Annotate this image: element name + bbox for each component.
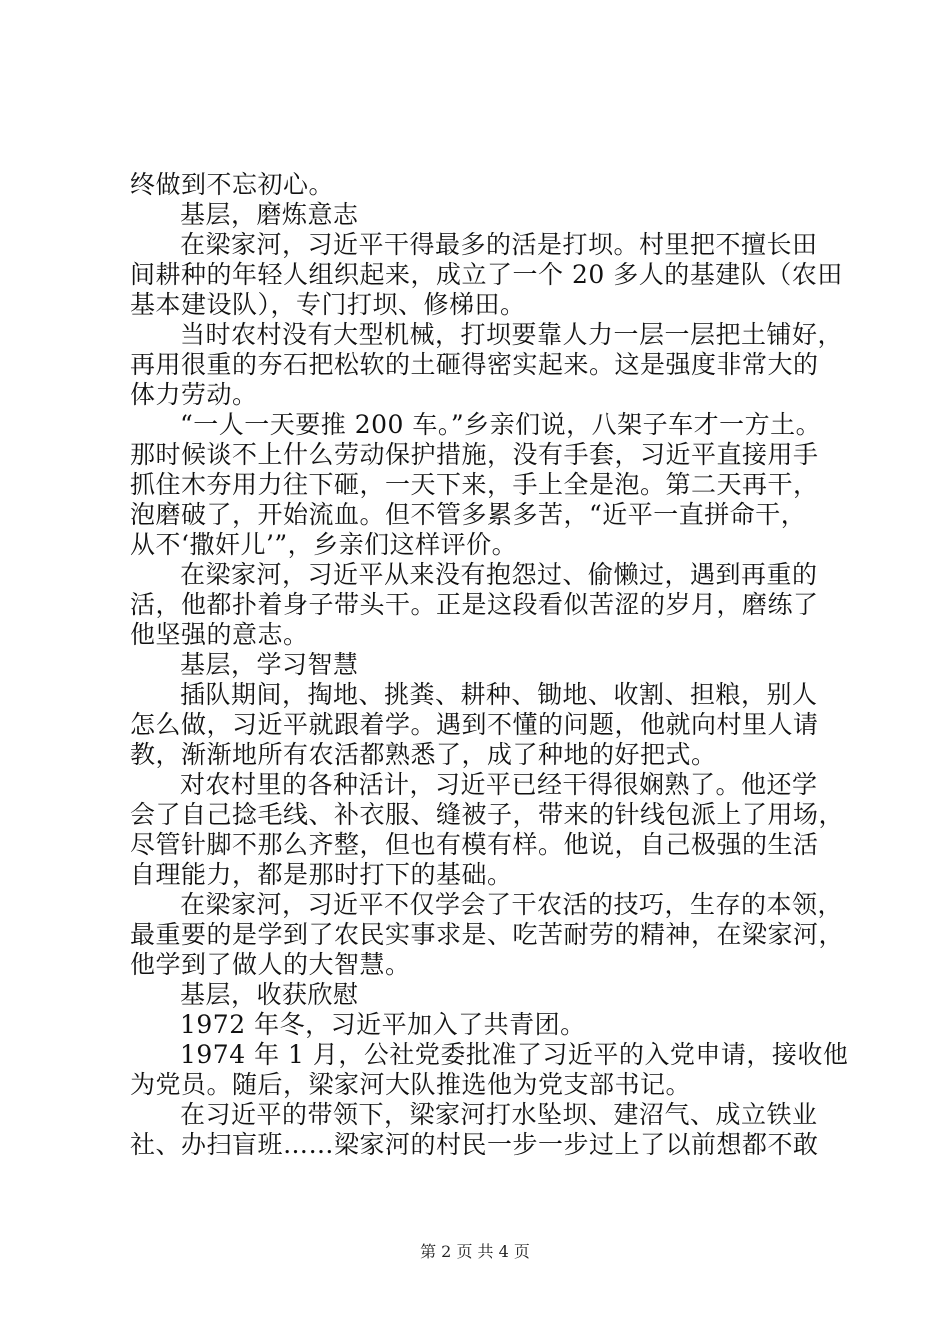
text-line: 1974 年 1 月，公社党委批准了习近平的入党申请，接收他 [180,1040,849,1069]
text-line: 在梁家河，习近平不仅学会了干农活的技巧，生存的本领， [180,890,844,919]
text-line: 从不‘撒奸儿’”，乡亲们这样评价。 [130,530,518,559]
text-line: 最重要的是学到了农民实事求是、吃苦耐劳的精神，在梁家河， [130,920,845,949]
text-line: 抓住木夯用力往下砸，一天下来，手上全是泡。第二天再干， [130,470,819,499]
document-body [130,170,849,1160]
text-line: 自理能力，都是那时打下的基础。 [130,860,513,889]
text-line: 当时农村没有大型机械，打坝要靠人力一层一层把土铺好， [180,320,844,349]
text-line: 终做到不忘初心。 [130,170,335,199]
text-line: 在梁家河，习近平从来没有抱怨过、偷懒过，遇到再重的 [180,560,818,589]
text-line: 基层，磨炼意志 [180,200,359,229]
text-line: 为党员。随后，梁家河大队推选他为党支部书记。 [130,1070,692,1099]
text-line: 他坚强的意志。 [130,620,309,649]
text-line: 泡磨破了，开始流血。但不管多累多苦，“近平一直拼命干， [130,500,807,529]
text-line: 在习近平的带领下，梁家河打水坠坝、建沼气、成立铁业 [180,1100,818,1129]
text-line: 体力劳动。 [130,380,258,409]
page-footer: 第 2 页 共 4 页 [420,1242,530,1261]
text-line: 1972 年冬，习近平加入了共青团。 [180,1010,586,1039]
text-line: 活，他都扑着身子带头干。正是这段看似苦涩的岁月，磨练了 [130,590,819,619]
text-line: 教，渐渐地所有农活都熟悉了，成了种地的好把式。 [130,740,717,769]
text-line: 对农村里的各种活计，习近平已经干得很娴熟了。他还学 [180,770,818,799]
text-line: 那时候谈不上什么劳动保护措施，没有手套，习近平直接用手 [130,440,819,469]
text-line: 怎么做，习近平就跟着学。遇到不懂的问题，他就向村里人请 [130,710,819,739]
text-line: 他学到了做人的大智慧。 [130,950,411,979]
text-line: 基层，学习智慧 [180,650,359,679]
text-line: 再用很重的夯石把松软的土砸得密实起来。这是强度非常大的 [130,350,819,379]
text-line: 在梁家河，习近平干得最多的活是打坝。村里把不擅长田 [180,230,818,259]
text-line: 社、办扫盲班……梁家河的村民一步一步过上了以前想都不敢 [130,1130,819,1159]
text-line: 会了自己捻毛线、补衣服、缝被子，带来的针线包派上了用场， [130,800,845,829]
text-line: 基层，收获欣慰 [180,980,359,1009]
text-line: 插队期间，掏地、挑粪、耕种、锄地、收割、担粮，别人 [180,680,818,709]
text-line: 间耕种的年轻人组织起来，成立了一个 20 多人的基建队（农田 [130,260,843,289]
text-line: “一人一天要推 200 车。”乡亲们说，八架子车才一方土。 [180,410,822,439]
text-line: 尽管针脚不那么齐整，但也有模有样。他说，自己极强的生活 [130,830,819,859]
text-line: 基本建设队），专门打坝、修梯田。 [130,290,526,319]
